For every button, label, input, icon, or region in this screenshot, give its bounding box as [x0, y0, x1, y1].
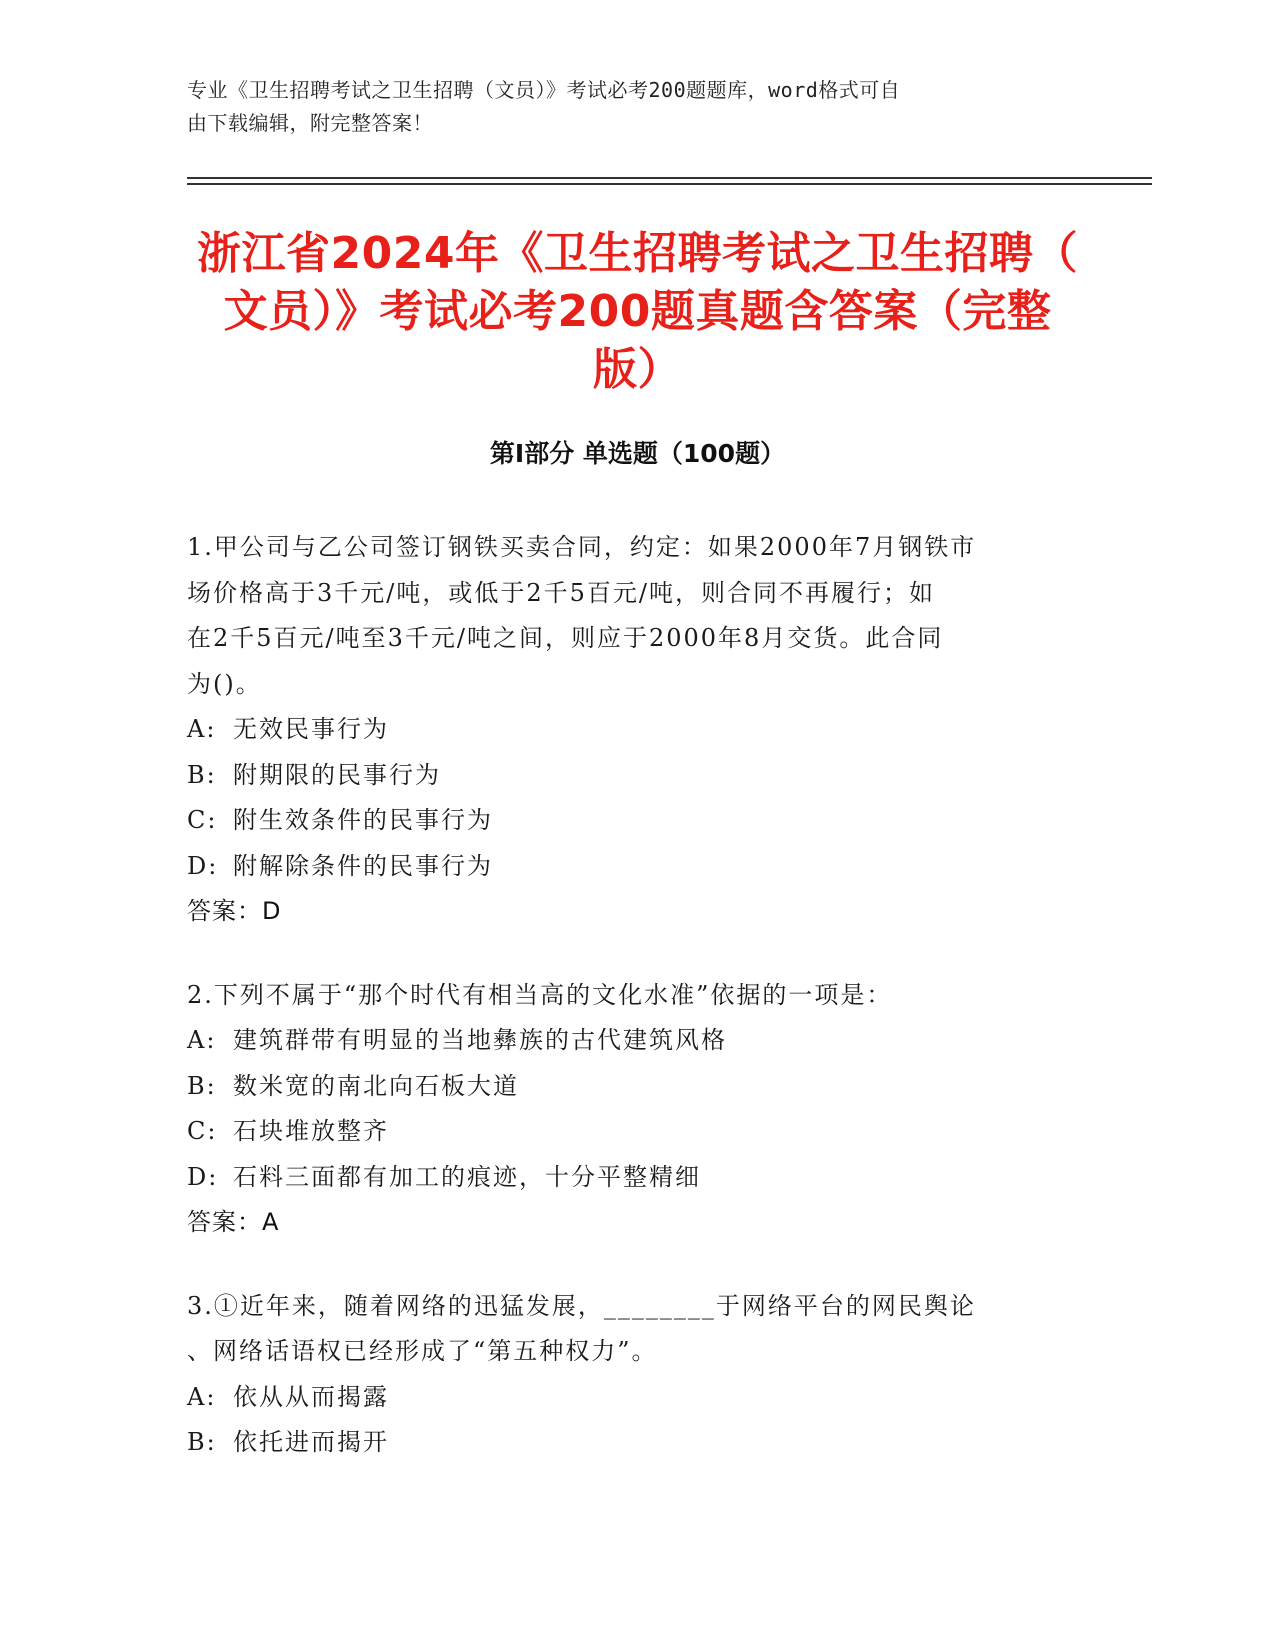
document-title-line-1: 浙江省2024年《卫生招聘考试之卫生招聘（	[197, 228, 1078, 279]
option-a	[187, 707, 1077, 753]
option-text: 建筑群带有明显的当地彝族的古代建筑风格	[233, 1026, 727, 1054]
option-b	[187, 1064, 1077, 1110]
option-text: 附生效条件的民事行为	[233, 806, 493, 834]
stem-line: 3.①近年来，随着网络的迅猛发展，________于网络平台的网民舆论	[187, 1291, 976, 1320]
option-b	[187, 1420, 1077, 1466]
option-letter: C:	[187, 806, 218, 834]
question-1	[187, 525, 1077, 935]
question-stem	[187, 1284, 1077, 1375]
question-list	[187, 525, 1077, 1504]
option-text: 依从从而揭露	[233, 1382, 389, 1411]
stem-line: 、网络话语权已经形成了“第五种权力”。	[187, 1337, 658, 1365]
option-d	[187, 1155, 1077, 1201]
option-text: 石料三面都有加工的痕迹，十分平整精细	[233, 1162, 701, 1191]
option-letter: B:	[187, 1071, 217, 1100]
header-note-line-2: 由下载编辑，附完整答案！	[187, 111, 433, 135]
option-letter: C:	[187, 1117, 218, 1145]
option-letter: B:	[187, 760, 217, 789]
stem-line: 1.甲公司与乙公司签订钢铁买卖合同，约定：如果2000年7月钢铁市	[187, 533, 977, 561]
option-b	[187, 753, 1077, 799]
option-a	[187, 1375, 1077, 1421]
header-note	[187, 74, 1067, 140]
option-a	[187, 1018, 1077, 1064]
option-c	[187, 1109, 1077, 1155]
option-text: 石块堆放整齐	[233, 1117, 389, 1145]
header-rule-bottom	[187, 183, 1152, 185]
option-letter: D:	[187, 851, 219, 880]
answer-line: 答案：A	[187, 1208, 280, 1236]
header-rule-top	[187, 177, 1152, 179]
document-title	[180, 225, 1095, 399]
stem-line: 为()。	[187, 669, 262, 698]
question-stem	[187, 525, 1077, 707]
option-d	[187, 844, 1077, 890]
section-title: 第Ⅰ部分 单选题（100题）	[489, 439, 786, 468]
question-stem	[187, 973, 1077, 1019]
option-letter: B:	[187, 1428, 217, 1456]
option-text: 附解除条件的民事行为	[233, 851, 493, 880]
document-title-line-2: 文员）》考试必考200题真题含答案（完整	[223, 286, 1052, 337]
option-text: 数米宽的南北向石板大道	[233, 1071, 519, 1100]
option-letter: A:	[187, 715, 217, 743]
option-text: 附期限的民事行为	[233, 760, 441, 789]
question-3	[187, 1284, 1077, 1466]
option-text: 依托进而揭开	[233, 1428, 389, 1456]
stem-line: 在2千5百元/吨至3千元/吨之间，则应于2000年8月交货。此合同	[187, 624, 944, 652]
option-text: 无效民事行为	[233, 715, 389, 743]
stem-line: 2.下列不属于“那个时代有相当高的文化水准”依据的一项是：	[187, 980, 893, 1009]
header-note-line-1: 专业《卫生招聘考试之卫生招聘（文员）》考试必考200题题库，word格式可自	[187, 78, 901, 102]
question-2	[187, 973, 1077, 1246]
option-c	[187, 798, 1077, 844]
answer-line: 答案：D	[187, 897, 282, 925]
option-letter: D:	[187, 1162, 219, 1191]
stem-line: 场价格高于3千元/吨，或低于2千5百元/吨，则合同不再履行；如	[187, 578, 935, 607]
option-letter: A:	[187, 1382, 217, 1411]
option-letter: A:	[187, 1026, 217, 1054]
document-title-line-3: 版）	[593, 344, 682, 395]
